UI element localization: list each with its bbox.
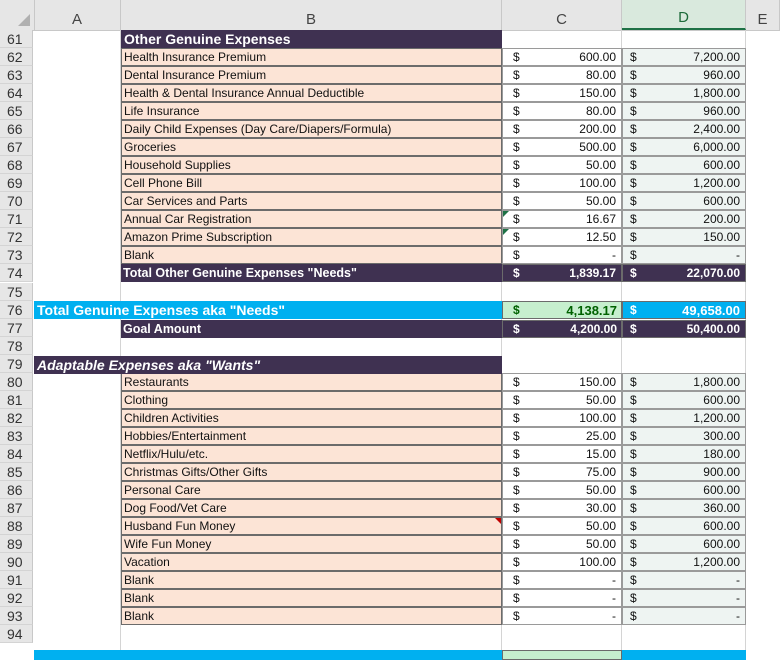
row-header[interactable]: 61 bbox=[0, 30, 33, 48]
currency-symbol: $ bbox=[630, 303, 637, 317]
row-header[interactable]: 70 bbox=[0, 192, 33, 210]
other-expenses-header[interactable]: Other Genuine Expenses bbox=[121, 30, 502, 48]
expense-label[interactable]: Netflix/Hulu/etc. bbox=[121, 445, 502, 463]
annual-amount: 7,200.00 bbox=[693, 50, 740, 64]
monthly-amount-cell[interactable] bbox=[502, 66, 622, 84]
row-header[interactable]: 75 bbox=[0, 283, 33, 301]
monthly-amount: 80.00 bbox=[585, 104, 616, 118]
goal-monthly: 4,200.00 bbox=[570, 322, 617, 336]
monthly-amount: 200.00 bbox=[579, 122, 616, 136]
row-header[interactable]: 66 bbox=[0, 120, 33, 138]
annual-amount: 360.00 bbox=[703, 501, 740, 515]
annual-amount-cell[interactable] bbox=[622, 445, 746, 463]
row-header[interactable]: 87 bbox=[0, 499, 33, 517]
monthly-amount: 50.00 bbox=[585, 158, 616, 172]
row-header[interactable]: 62 bbox=[0, 48, 33, 66]
currency-symbol: $ bbox=[630, 591, 637, 605]
currency-symbol: $ bbox=[513, 140, 520, 154]
annual-amount-cell[interactable] bbox=[622, 373, 746, 391]
row-header[interactable]: 64 bbox=[0, 84, 33, 102]
currency-symbol: $ bbox=[513, 591, 520, 605]
currency-symbol: $ bbox=[513, 375, 520, 389]
select-all-icon bbox=[18, 14, 30, 26]
annual-amount: 2,400.00 bbox=[693, 122, 740, 136]
expense-label[interactable]: Personal Care bbox=[121, 481, 502, 499]
row-header[interactable]: 85 bbox=[0, 463, 33, 481]
expense-label[interactable]: Household Supplies bbox=[121, 156, 502, 174]
currency-symbol: $ bbox=[630, 158, 637, 172]
currency-symbol: $ bbox=[630, 86, 637, 100]
monthly-amount: 80.00 bbox=[585, 68, 616, 82]
monthly-amount-cell[interactable] bbox=[502, 391, 622, 409]
monthly-amount: 25.00 bbox=[585, 429, 616, 443]
needs-total-monthly-cell[interactable] bbox=[502, 301, 622, 319]
next-total-monthly-cell bbox=[502, 650, 622, 660]
annual-amount-cell[interactable] bbox=[622, 535, 746, 553]
currency-symbol: $ bbox=[630, 609, 637, 623]
expense-label[interactable]: Blank bbox=[121, 589, 502, 607]
annual-amount: 1,200.00 bbox=[693, 555, 740, 569]
goal-amount-label[interactable]: Goal Amount bbox=[121, 320, 502, 338]
currency-symbol: $ bbox=[513, 537, 520, 551]
currency-symbol: $ bbox=[630, 140, 637, 154]
expense-label[interactable]: Blank bbox=[121, 246, 502, 264]
annual-amount-cell[interactable] bbox=[622, 48, 746, 66]
row-header[interactable]: 86 bbox=[0, 481, 33, 499]
annual-amount-cell[interactable] bbox=[622, 463, 746, 481]
column-header-a[interactable]: A bbox=[34, 0, 121, 30]
currency-symbol: $ bbox=[630, 465, 637, 479]
monthly-amount-cell[interactable] bbox=[502, 463, 622, 481]
monthly-amount-cell[interactable] bbox=[502, 481, 622, 499]
currency-symbol: $ bbox=[513, 501, 520, 515]
row-header[interactable]: 67 bbox=[0, 138, 33, 156]
annual-amount-cell[interactable] bbox=[622, 409, 746, 427]
currency-symbol: $ bbox=[513, 212, 520, 226]
monthly-amount-cell[interactable] bbox=[502, 571, 622, 589]
monthly-amount: 50.00 bbox=[585, 483, 616, 497]
goal-annual-cell[interactable] bbox=[622, 320, 746, 338]
row-header[interactable]: 93 bbox=[0, 607, 33, 625]
needs-total-monthly: 4,138.17 bbox=[566, 302, 617, 318]
currency-symbol: $ bbox=[630, 483, 637, 497]
currency-symbol: $ bbox=[630, 248, 637, 262]
currency-symbol: $ bbox=[513, 194, 520, 208]
annual-amount: 1,200.00 bbox=[693, 411, 740, 425]
expense-label[interactable]: Car Services and Parts bbox=[121, 192, 502, 210]
annual-amount-cell[interactable] bbox=[622, 391, 746, 409]
expense-label[interactable]: Christmas Gifts/Other Gifts bbox=[121, 463, 502, 481]
monthly-amount-cell[interactable] bbox=[502, 264, 622, 282]
row-header[interactable]: 92 bbox=[0, 589, 33, 607]
monthly-amount-cell[interactable] bbox=[502, 427, 622, 445]
column-header-bar bbox=[0, 0, 780, 31]
needs-total-annual: 49,658.00 bbox=[682, 302, 740, 318]
currency-symbol: $ bbox=[630, 194, 637, 208]
monthly-amount-cell[interactable] bbox=[502, 499, 622, 517]
expense-label[interactable]: Health Insurance Premium bbox=[121, 48, 502, 66]
expense-label[interactable]: Amazon Prime Subscription bbox=[121, 228, 502, 246]
currency-symbol: $ bbox=[513, 322, 520, 336]
currency-symbol: $ bbox=[630, 176, 637, 190]
row-header[interactable]: 76 bbox=[0, 301, 33, 319]
currency-symbol: $ bbox=[513, 519, 520, 533]
currency-symbol: $ bbox=[513, 465, 520, 479]
currency-symbol: $ bbox=[630, 122, 637, 136]
monthly-amount: 50.00 bbox=[585, 519, 616, 533]
annual-amount-cell[interactable] bbox=[622, 174, 746, 192]
row-header[interactable]: 83 bbox=[0, 427, 33, 445]
currency-symbol: $ bbox=[513, 230, 520, 244]
annual-amount-cell[interactable] bbox=[622, 210, 746, 228]
monthly-amount: 16.67 bbox=[585, 212, 616, 226]
row-header[interactable]: 73 bbox=[0, 246, 33, 264]
row-header[interactable]: 82 bbox=[0, 409, 33, 427]
monthly-amount-cell[interactable] bbox=[502, 517, 622, 535]
monthly-amount: 50.00 bbox=[585, 537, 616, 551]
annual-amount-cell[interactable] bbox=[622, 427, 746, 445]
annual-amount: 1,800.00 bbox=[693, 86, 740, 100]
expense-label[interactable]: Hobbies/Entertainment bbox=[121, 427, 502, 445]
currency-symbol: $ bbox=[630, 104, 637, 118]
monthly-amount-cell[interactable] bbox=[502, 246, 622, 264]
monthly-amount-cell[interactable] bbox=[502, 210, 622, 228]
row-header[interactable]: 78 bbox=[0, 337, 33, 355]
row-header[interactable]: 69 bbox=[0, 174, 33, 192]
column-header-d[interactable]: D bbox=[622, 0, 746, 30]
total-label[interactable]: Total Other Genuine Expenses "Needs" bbox=[121, 264, 502, 282]
currency-symbol: $ bbox=[513, 555, 520, 569]
currency-symbol: $ bbox=[513, 248, 520, 262]
annual-amount: 150.00 bbox=[703, 230, 740, 244]
row-header[interactable]: 81 bbox=[0, 391, 33, 409]
expense-label[interactable]: Groceries bbox=[121, 138, 502, 156]
annual-amount: 1,800.00 bbox=[693, 375, 740, 389]
currency-symbol: $ bbox=[630, 68, 637, 82]
annual-amount: 180.00 bbox=[703, 447, 740, 461]
annual-amount-cell[interactable] bbox=[622, 102, 746, 120]
column-header-e[interactable]: E bbox=[746, 0, 780, 30]
monthly-amount: 50.00 bbox=[585, 194, 616, 208]
monthly-amount: 75.00 bbox=[585, 465, 616, 479]
currency-symbol: $ bbox=[513, 68, 520, 82]
expense-label[interactable]: Dog Food/Vet Care bbox=[121, 499, 502, 517]
annual-amount: 960.00 bbox=[703, 104, 740, 118]
currency-symbol: $ bbox=[513, 86, 520, 100]
needs-total-annual-cell[interactable] bbox=[622, 301, 746, 319]
currency-symbol: $ bbox=[513, 411, 520, 425]
annual-amount-cell[interactable] bbox=[622, 264, 746, 282]
currency-symbol: $ bbox=[630, 393, 637, 407]
monthly-amount-cell[interactable] bbox=[502, 373, 622, 391]
annual-amount: 6,000.00 bbox=[693, 140, 740, 154]
annual-amount-cell[interactable] bbox=[622, 481, 746, 499]
expense-label[interactable]: Husband Fun Money bbox=[121, 517, 502, 535]
monthly-amount-cell[interactable] bbox=[502, 553, 622, 571]
column-header-c[interactable]: C bbox=[502, 0, 622, 30]
annual-amount: 900.00 bbox=[703, 465, 740, 479]
row-header[interactable]: 79 bbox=[0, 355, 33, 373]
monthly-amount-cell[interactable] bbox=[502, 607, 622, 625]
currency-symbol: $ bbox=[513, 483, 520, 497]
annual-amount: 600.00 bbox=[703, 519, 740, 533]
expense-label[interactable]: Blank bbox=[121, 607, 502, 625]
currency-symbol: $ bbox=[513, 176, 520, 190]
row-header[interactable]: 89 bbox=[0, 535, 33, 553]
currency-symbol: $ bbox=[513, 122, 520, 136]
expense-label[interactable]: Daily Child Expenses (Day Care/Diapers/Formula) bbox=[121, 120, 502, 138]
monthly-amount: 100.00 bbox=[579, 176, 616, 190]
monthly-amount: 100.00 bbox=[579, 555, 616, 569]
row-header[interactable]: 74 bbox=[0, 264, 33, 282]
currency-symbol: $ bbox=[630, 573, 637, 587]
next-total-band bbox=[34, 650, 502, 660]
monthly-amount-cell[interactable] bbox=[502, 120, 622, 138]
select-all-corner[interactable] bbox=[0, 0, 35, 30]
currency-symbol: $ bbox=[513, 573, 520, 587]
currency-symbol: $ bbox=[513, 393, 520, 407]
expense-label[interactable]: Health & Dental Insurance Annual Deductible bbox=[121, 84, 502, 102]
expense-label[interactable]: Restaurants bbox=[121, 373, 502, 391]
needs-total-label[interactable]: Total Genuine Expenses aka "Needs" bbox=[34, 301, 502, 319]
annual-amount: - bbox=[736, 609, 740, 623]
annual-amount-cell[interactable] bbox=[622, 607, 746, 625]
annual-amount-cell[interactable] bbox=[622, 571, 746, 589]
annual-amount: 22,070.00 bbox=[686, 266, 740, 280]
monthly-amount: 1,839.17 bbox=[569, 266, 616, 280]
currency-symbol: $ bbox=[630, 537, 637, 551]
monthly-amount-cell[interactable] bbox=[502, 48, 622, 66]
monthly-amount: - bbox=[612, 591, 616, 605]
annual-amount-cell[interactable] bbox=[622, 228, 746, 246]
error-indicator-icon[interactable] bbox=[503, 229, 509, 235]
annual-amount-cell[interactable] bbox=[622, 517, 746, 535]
row-header[interactable]: 71 bbox=[0, 210, 33, 228]
monthly-amount-cell[interactable] bbox=[502, 589, 622, 607]
row-header[interactable]: 84 bbox=[0, 445, 33, 463]
expense-label[interactable]: Annual Car Registration bbox=[121, 210, 502, 228]
currency-symbol: $ bbox=[513, 104, 520, 118]
annual-amount-cell[interactable] bbox=[622, 66, 746, 84]
monthly-amount: 150.00 bbox=[579, 375, 616, 389]
currency-symbol: $ bbox=[630, 266, 637, 280]
annual-amount-cell[interactable] bbox=[622, 589, 746, 607]
monthly-amount: - bbox=[612, 573, 616, 587]
row-header[interactable]: 72 bbox=[0, 228, 33, 246]
annual-amount: - bbox=[736, 573, 740, 587]
row-header[interactable]: 94 bbox=[0, 625, 33, 643]
annual-amount-cell[interactable] bbox=[622, 156, 746, 174]
monthly-amount: 600.00 bbox=[579, 50, 616, 64]
monthly-amount-cell[interactable] bbox=[502, 535, 622, 553]
monthly-amount-cell[interactable] bbox=[502, 156, 622, 174]
currency-symbol: $ bbox=[630, 212, 637, 226]
row-header[interactable]: 90 bbox=[0, 553, 33, 571]
annual-amount-cell[interactable] bbox=[622, 120, 746, 138]
currency-symbol: $ bbox=[630, 501, 637, 515]
expense-label[interactable]: Wife Fun Money bbox=[121, 535, 502, 553]
annual-amount: 960.00 bbox=[703, 68, 740, 82]
currency-symbol: $ bbox=[513, 609, 520, 623]
annual-amount: - bbox=[736, 248, 740, 262]
monthly-amount: 100.00 bbox=[579, 411, 616, 425]
annual-amount: 600.00 bbox=[703, 158, 740, 172]
currency-symbol: $ bbox=[513, 50, 520, 64]
monthly-amount: 150.00 bbox=[579, 86, 616, 100]
expense-label[interactable]: Clothing bbox=[121, 391, 502, 409]
error-indicator-icon[interactable] bbox=[503, 211, 509, 217]
currency-symbol: $ bbox=[513, 447, 520, 461]
currency-symbol: $ bbox=[630, 429, 637, 443]
row-header[interactable]: 80 bbox=[0, 373, 33, 391]
monthly-amount: 50.00 bbox=[585, 393, 616, 407]
monthly-amount-cell[interactable] bbox=[502, 138, 622, 156]
currency-symbol: $ bbox=[630, 50, 637, 64]
currency-symbol: $ bbox=[630, 555, 637, 569]
monthly-amount-cell[interactable] bbox=[502, 192, 622, 210]
monthly-amount: 500.00 bbox=[579, 140, 616, 154]
row-header[interactable]: 68 bbox=[0, 156, 33, 174]
currency-symbol: $ bbox=[513, 158, 520, 172]
monthly-amount: - bbox=[612, 609, 616, 623]
column-header-b[interactable]: B bbox=[121, 0, 502, 30]
annual-amount-cell[interactable] bbox=[622, 553, 746, 571]
row-header[interactable]: 88 bbox=[0, 517, 33, 535]
expense-label[interactable]: Children Activities bbox=[121, 409, 502, 427]
annual-amount: 200.00 bbox=[703, 212, 740, 226]
monthly-amount-cell[interactable] bbox=[502, 102, 622, 120]
monthly-amount-cell[interactable] bbox=[502, 84, 622, 102]
monthly-amount-cell[interactable] bbox=[502, 409, 622, 427]
currency-symbol: $ bbox=[630, 375, 637, 389]
monthly-amount: 30.00 bbox=[585, 501, 616, 515]
annual-amount: - bbox=[736, 591, 740, 605]
currency-symbol: $ bbox=[630, 447, 637, 461]
monthly-amount: 15.00 bbox=[585, 447, 616, 461]
monthly-amount: 12.50 bbox=[585, 230, 616, 244]
annual-amount: 300.00 bbox=[703, 429, 740, 443]
annual-amount-cell[interactable] bbox=[622, 138, 746, 156]
wants-header[interactable]: Adaptable Expenses aka "Wants" bbox=[34, 356, 502, 374]
currency-symbol: $ bbox=[630, 230, 637, 244]
row-header[interactable]: 63 bbox=[0, 66, 33, 84]
expense-label[interactable]: Vacation bbox=[121, 553, 502, 571]
annual-amount: 600.00 bbox=[703, 194, 740, 208]
currency-symbol: $ bbox=[630, 519, 637, 533]
annual-amount: 600.00 bbox=[703, 393, 740, 407]
goal-monthly-cell[interactable] bbox=[502, 320, 622, 338]
currency-symbol: $ bbox=[513, 303, 520, 317]
currency-symbol: $ bbox=[513, 429, 520, 443]
expense-label[interactable]: Blank bbox=[121, 571, 502, 589]
annual-amount: 600.00 bbox=[703, 483, 740, 497]
currency-symbol: $ bbox=[630, 322, 637, 336]
next-total-annual-cell bbox=[622, 650, 746, 660]
annual-amount: 1,200.00 bbox=[693, 176, 740, 190]
annual-amount-cell[interactable] bbox=[622, 499, 746, 517]
comment-indicator-icon[interactable] bbox=[495, 518, 501, 524]
expense-label[interactable]: Dental Insurance Premium bbox=[121, 66, 502, 84]
annual-amount-cell[interactable] bbox=[622, 192, 746, 210]
row-header[interactable]: 91 bbox=[0, 571, 33, 589]
annual-amount-cell[interactable] bbox=[622, 84, 746, 102]
currency-symbol: $ bbox=[513, 266, 520, 280]
monthly-amount: - bbox=[612, 248, 616, 262]
currency-symbol: $ bbox=[630, 411, 637, 425]
expense-label[interactable]: Life Insurance bbox=[121, 102, 502, 120]
monthly-amount-cell[interactable] bbox=[502, 445, 622, 463]
annual-amount: 600.00 bbox=[703, 537, 740, 551]
row-header[interactable]: 77 bbox=[0, 319, 33, 337]
monthly-amount-cell[interactable] bbox=[502, 174, 622, 192]
annual-amount-cell[interactable] bbox=[622, 246, 746, 264]
expense-label[interactable]: Cell Phone Bill bbox=[121, 174, 502, 192]
monthly-amount-cell[interactable] bbox=[502, 228, 622, 246]
goal-annual: 50,400.00 bbox=[686, 322, 740, 336]
row-header[interactable]: 65 bbox=[0, 102, 33, 120]
